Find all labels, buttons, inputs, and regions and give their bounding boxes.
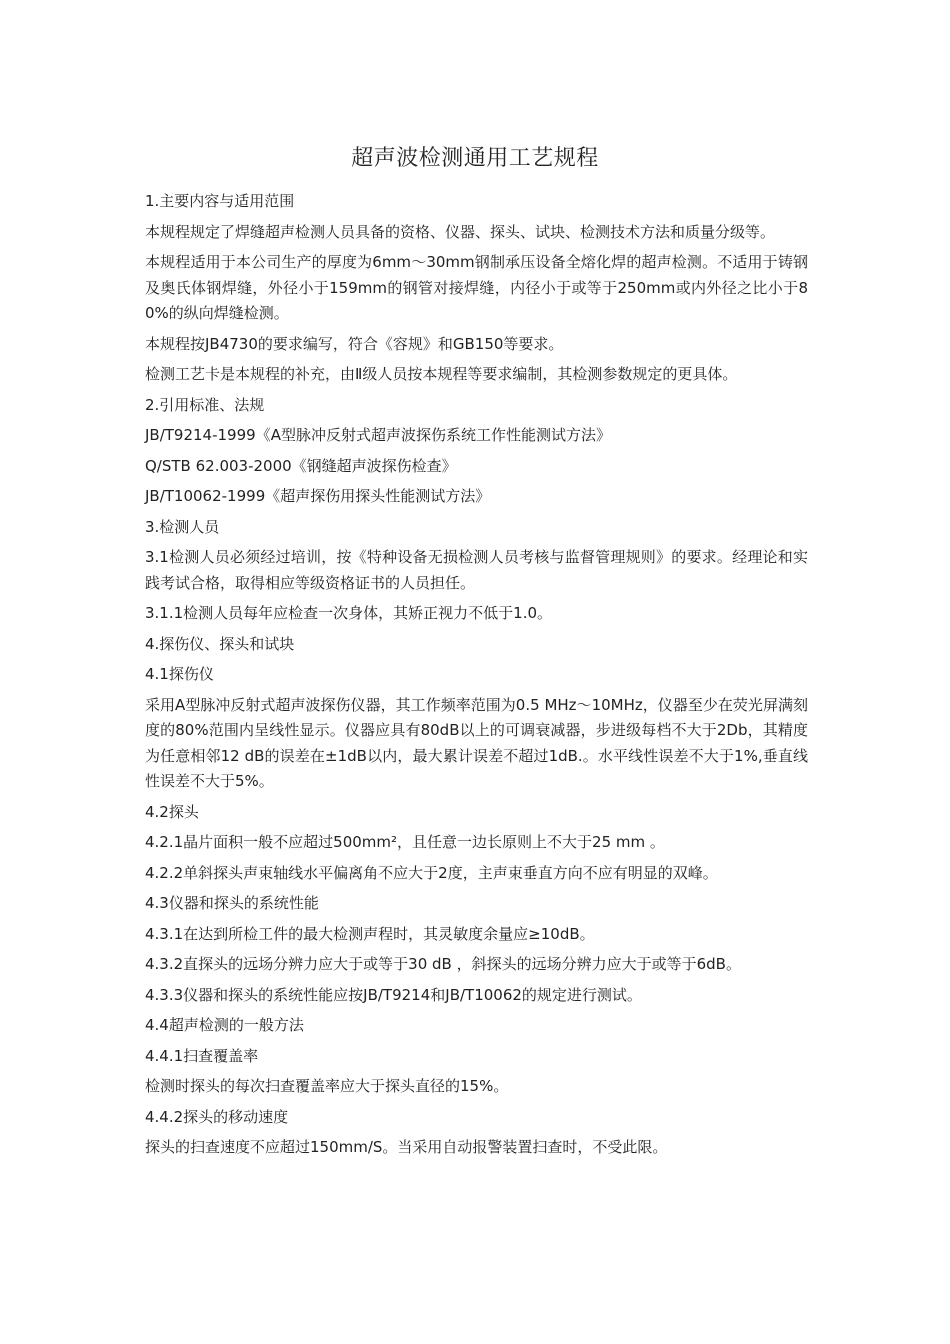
- subsection-heading: 4.4.1扫查覆盖率: [145, 1046, 259, 1065]
- paragraph: 4.2.2单斜探头声束轴线水平偏离角不应大于2度，主声束垂直方向不应有明显的双峰。: [145, 863, 718, 882]
- section-heading: 2.引用标准、法规: [145, 395, 265, 414]
- section-heading: 1.主要内容与适用范围: [145, 192, 295, 210]
- paragraph: 采用A型脉冲反射式超声波探伤仪器，其工作频率范围为0.5 MHz～10MHz，仪器至少在荧光屏满刻度的80%范围内呈线性显示。仪器应具有80dB以上的可调衰减器，步进级每档不大于2Db，其精度为任意相邻12 dB的误差在±1dB以内，最大累计误差不超过1dB.。水平线性误差不大于1%,垂直线性误差不大于5%。: [145, 695, 808, 790]
- paragraph: 4.2.1晶片面积一般不应超过500mm²，且任意一边长原则上不大于25 mm 。: [145, 833, 665, 851]
- document-title: 超声波检测通用工艺规程: [351, 146, 599, 171]
- paragraph: 探头的扫查速度不应超过150mm/S。当采用自动报警装置扫查时，不受此限。: [145, 1138, 668, 1156]
- section-heading: 4.探伤仪、探头和试块: [145, 634, 295, 653]
- section-heading: 3.检测人员: [145, 517, 220, 536]
- reference-item: JB/T9214-1999《A型脉冲反射式超声波探伤系统工作性能测试方法》: [145, 426, 611, 444]
- subsection-heading: 4.1探伤仪: [145, 665, 214, 683]
- subsection-heading: 4.4超声检测的一般方法: [145, 1016, 304, 1034]
- reference-item: Q/STB 62.003-2000《钢缝超声波探伤检查》: [145, 456, 457, 475]
- paragraph: 3.1.1检测人员每年应检查一次身体，其矫正视力不低于1.0。: [145, 604, 553, 622]
- subsection-heading: 4.2探头: [145, 802, 199, 821]
- paragraph: 检测工艺卡是本规程的补充，由Ⅱ级人员按本规程等要求编制，其检测参数规定的更具体。: [145, 365, 738, 383]
- subsection-heading: 4.4.2探头的移动速度: [145, 1107, 289, 1126]
- subsection-heading: 4.3仪器和探头的系统性能: [145, 894, 319, 912]
- paragraph: 4.3.3仪器和探头的系统性能应按JB/T9214和JB/T10062的规定进行测试。: [145, 985, 642, 1004]
- paragraph: 3.1检测人员必须经过培训，按《特种设备无损检测人员考核与监督管理规则》的要求。经理论和实践考试合格，取得相应等级资格证书的人员担任。: [145, 548, 808, 592]
- paragraph: 本规程规定了焊缝超声检测人员具备的资格、仪器、探头、试块、检测技术方法和质量分级等。: [145, 222, 776, 241]
- paragraph: 4.3.2直探头的远场分辨力应大于或等于30 dB ，斜探头的远场分辨力应大于或等于6dB。: [145, 955, 741, 973]
- paragraph: 本规程按JB4730的要求编写，符合《容规》和GB150等要求。: [145, 334, 564, 353]
- reference-item: JB/T10062-1999《超声探伤用探头性能测试方法》: [145, 487, 491, 505]
- document-body: [145, 189, 808, 1166]
- paragraph: 4.3.1在达到所检工件的最大检测声程时，其灵敏度余量应≥10dB。: [145, 924, 595, 943]
- paragraph: 本规程适用于本公司生产的厚度为6mm～30mm钢制承压设备全熔化焊的超声检测。不适用于铸钢及奥氏体钢焊缝，外径小于159mm的钢管对接焊缝，内径小于或等于250mm或内外径之比小于80%的纵向焊缝检测。: [145, 253, 808, 322]
- paragraph: 检测时探头的每次扫查覆盖率应大于探头直径的15%。: [145, 1077, 509, 1095]
